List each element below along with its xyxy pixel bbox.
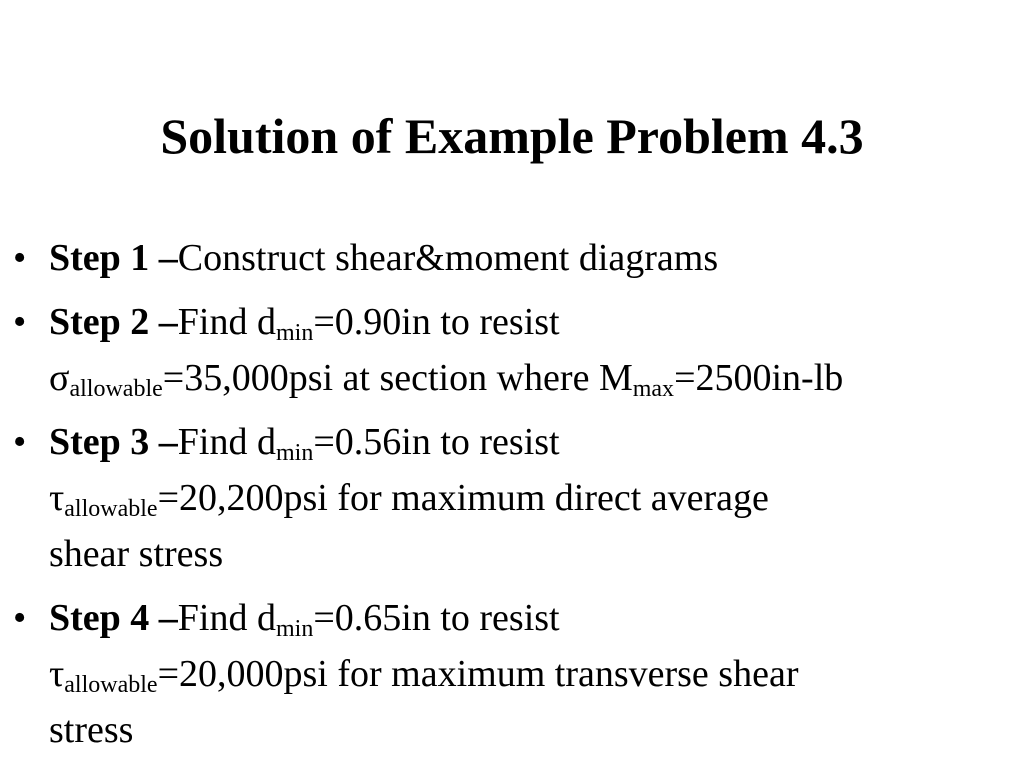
step-2-label: Step 2 bbox=[49, 301, 150, 343]
step-4-dash: – bbox=[149, 597, 178, 639]
step-3-line-2 bbox=[49, 472, 1024, 528]
step-4-sub-allowable: allowable bbox=[64, 672, 158, 698]
step-3-sub-min: min bbox=[276, 440, 314, 466]
step-3-item bbox=[0, 416, 1024, 584]
step-2-sub-min: min bbox=[276, 320, 314, 346]
step-1-item bbox=[0, 232, 1024, 288]
step-2-sub-max: max bbox=[632, 376, 675, 402]
step-3-text-b: =0.56in to resist bbox=[313, 421, 560, 463]
bullet-icon: • bbox=[13, 301, 27, 343]
bullet-icon: • bbox=[13, 597, 27, 639]
step-4-label: Step 4 bbox=[49, 597, 150, 639]
step-3-text-d: shear stress bbox=[49, 533, 224, 575]
step-2-text-a: Find d bbox=[177, 301, 276, 343]
step-3-text-c: =20,200psi for maximum direct average bbox=[157, 477, 769, 519]
step-3-line-1 bbox=[49, 416, 1024, 472]
step-3-label: Step 3 bbox=[49, 421, 150, 463]
sigma-symbol: σ bbox=[49, 357, 70, 399]
step-2-text-b: =0.90in to resist bbox=[313, 301, 560, 343]
steps-list bbox=[0, 232, 1024, 768]
step-4-line-2 bbox=[49, 648, 1024, 704]
step-2-item bbox=[0, 296, 1024, 408]
step-4-sub-min: min bbox=[276, 616, 314, 642]
step-2-dash: – bbox=[149, 301, 178, 343]
step-3-line-3 bbox=[49, 528, 1024, 584]
step-1-label: Step 1 bbox=[49, 237, 150, 279]
step-1-dash: – bbox=[149, 237, 178, 279]
slide-title: Solution of Example Problem 4.3 bbox=[160, 108, 864, 164]
step-4-line-1 bbox=[49, 592, 1024, 648]
tau-symbol: τ bbox=[49, 477, 65, 519]
step-4-text-d: stress bbox=[49, 709, 134, 751]
step-3-text-a: Find d bbox=[177, 421, 276, 463]
step-1-text: Construct shear&moment diagrams bbox=[177, 237, 719, 279]
step-2-text-d: =2500in-lb bbox=[674, 357, 844, 399]
step-3-dash: – bbox=[149, 421, 178, 463]
step-1-line bbox=[49, 232, 1024, 288]
step-4-text-a: Find d bbox=[177, 597, 276, 639]
step-4-item bbox=[0, 592, 1024, 760]
step-2-sub-allowable: allowable bbox=[69, 376, 163, 402]
bullet-icon: • bbox=[13, 421, 27, 463]
step-4-text-b: =0.65in to resist bbox=[313, 597, 560, 639]
step-4-line-3 bbox=[49, 704, 1024, 760]
tau-symbol: τ bbox=[49, 653, 65, 695]
step-3-sub-allowable: allowable bbox=[64, 496, 158, 522]
bullet-icon: • bbox=[13, 237, 27, 279]
step-2-line-2 bbox=[49, 352, 1024, 408]
step-2-line-1 bbox=[49, 296, 1024, 352]
step-2-text-c: =35,000psi at section where M bbox=[162, 357, 633, 399]
step-4-text-c: =20,000psi for maximum transverse shear bbox=[157, 653, 799, 695]
